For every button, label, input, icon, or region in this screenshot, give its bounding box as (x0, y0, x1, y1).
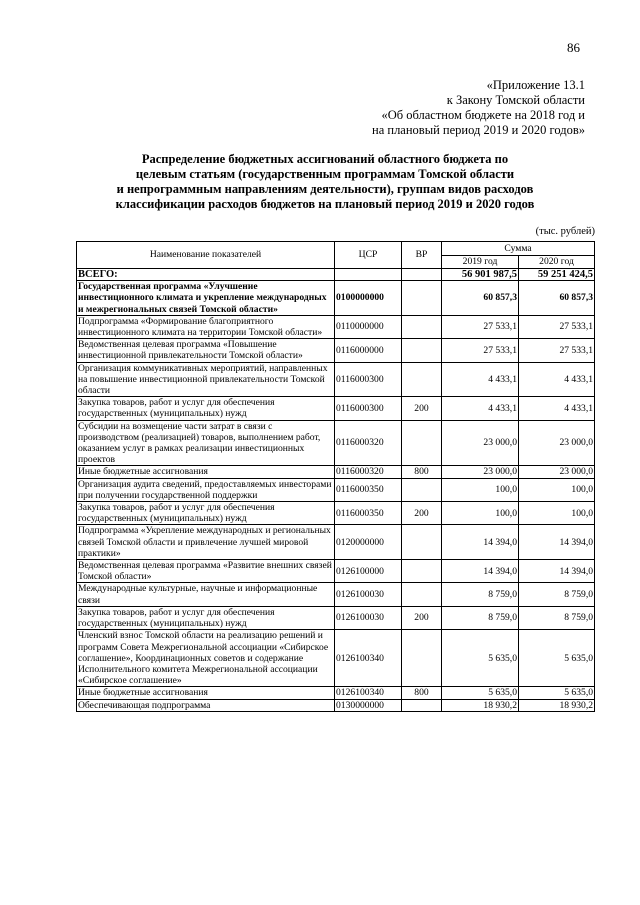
row-csr: 0116000000 (335, 339, 402, 362)
row-2019: 14 394,0 (442, 560, 519, 583)
row-csr: 0126100000 (335, 560, 402, 583)
appendix-line: на плановый период 2019 и 2020 годов» (372, 123, 585, 137)
table-row (77, 420, 595, 466)
row-vr: 200 (402, 606, 442, 629)
total-row (77, 269, 595, 281)
title-line: целевым статьям (государственным программам Томской области (135, 167, 515, 181)
table-row (77, 315, 595, 338)
row-vr (402, 281, 442, 316)
header-name: Наименование показателей (77, 242, 335, 269)
row-2020: 14 394,0 (519, 525, 595, 560)
table-row (77, 560, 595, 583)
row-csr: 0126100030 (335, 606, 402, 629)
row-2019: 23 000,0 (442, 420, 519, 466)
table-row (77, 502, 595, 525)
table-row (77, 583, 595, 606)
row-vr: 800 (402, 687, 442, 699)
title-line: Распределение бюджетных ассигнований областного бюджета по (141, 152, 509, 166)
row-2020: 5 635,0 (519, 630, 595, 687)
row-vr: 200 (402, 502, 442, 525)
row-2020: 4 433,1 (519, 397, 595, 420)
row-name: Закупка товаров, работ и услуг для обеспечения государственных (муниципальных) нужд (77, 397, 335, 420)
table-row (77, 339, 595, 362)
row-vr (402, 699, 442, 711)
row-csr: 0116000350 (335, 478, 402, 501)
row-2020: 23 000,0 (519, 466, 595, 478)
row-vr: 800 (402, 466, 442, 478)
row-name: Организация коммуникативных мероприятий, направленных на повышение инвестиционной привлекательности Томской области (77, 362, 335, 397)
table-row (77, 362, 595, 397)
total-2019: 56 901 987,5 (442, 269, 519, 281)
row-name: Закупка товаров, работ и услуг для обеспечения государственных (муниципальных) нужд (77, 502, 335, 525)
row-2019: 8 759,0 (442, 606, 519, 629)
row-2020: 23 000,0 (519, 420, 595, 466)
row-2020: 8 759,0 (519, 583, 595, 606)
appendix-header (285, 78, 585, 138)
row-csr: 0116000300 (335, 362, 402, 397)
row-name: Иные бюджетные ассигнования (77, 466, 335, 478)
appendix-line: «Приложение 13.1 (486, 78, 585, 92)
row-2019: 4 433,1 (442, 397, 519, 420)
table-row (77, 281, 595, 316)
row-vr: 200 (402, 397, 442, 420)
header-csr: ЦСР (335, 242, 402, 269)
row-2019: 60 857,3 (442, 281, 519, 316)
title-line: классификации расходов бюджетов на плановый период 2019 и 2020 годов (115, 197, 535, 211)
row-2019: 5 635,0 (442, 630, 519, 687)
row-name: Субсидии на возмещение части затрат в связи с производством (реализацией) товаров, выполнением работ, оказанием услуг в рамках реализации инвестиционных проектов (77, 420, 335, 466)
appendix-line: «Об областном бюджете на 2018 год и (381, 108, 585, 122)
page-number: 86 (567, 40, 580, 55)
row-2019: 4 433,1 (442, 362, 519, 397)
row-name: Подпрограмма «Формирование благоприятного инвестиционного климата на территории Томской области» (77, 315, 335, 338)
table-row (77, 397, 595, 420)
row-name: Международные культурные, научные и информационные связи (77, 583, 335, 606)
table-row (77, 525, 595, 560)
header-year-2020: 2020 год (519, 255, 595, 269)
row-2019: 5 635,0 (442, 687, 519, 699)
row-name: Государственная программа «Улучшение инвестиционного климата и укрепление международных и межрегиональных связей Томской области» (77, 281, 335, 316)
row-2020: 27 533,1 (519, 315, 595, 338)
table-row (77, 466, 595, 478)
row-2019: 18 930,2 (442, 699, 519, 711)
row-csr: 0116000320 (335, 466, 402, 478)
row-name: Закупка товаров, работ и услуг для обеспечения государственных (муниципальных) нужд (77, 606, 335, 629)
row-2019: 27 533,1 (442, 315, 519, 338)
appendix-line: к Закону Томской области (446, 93, 585, 107)
row-2019: 23 000,0 (442, 466, 519, 478)
row-2019: 14 394,0 (442, 525, 519, 560)
row-vr (402, 339, 442, 362)
title-line: и непрограммным направлениям деятельности), группам видов расходов (116, 182, 534, 196)
header-vr: ВР (402, 242, 442, 269)
row-csr: 0126100340 (335, 630, 402, 687)
header-year-2019: 2019 год (442, 255, 519, 269)
row-2019: 27 533,1 (442, 339, 519, 362)
header-sum: Сумма (442, 242, 595, 256)
table-row (77, 699, 595, 711)
row-2019: 8 759,0 (442, 583, 519, 606)
row-2020: 100,0 (519, 502, 595, 525)
table-row (77, 606, 595, 629)
row-vr (402, 362, 442, 397)
row-2020: 4 433,1 (519, 362, 595, 397)
row-csr: 0126100030 (335, 583, 402, 606)
row-csr: 0130000000 (335, 699, 402, 711)
row-csr: 0116000300 (335, 397, 402, 420)
row-vr (402, 525, 442, 560)
row-2020: 18 930,2 (519, 699, 595, 711)
row-name: Ведомственная целевая программа «Развитие внешних связей Томской области» (77, 560, 335, 583)
units-label: (тыс. рублей) (535, 226, 595, 237)
row-vr (402, 315, 442, 338)
row-vr (402, 560, 442, 583)
row-name: Ведомственная целевая программа «Повышение инвестиционной привлекательности Томской области» (77, 339, 335, 362)
row-vr (402, 478, 442, 501)
row-name: Членский взнос Томской области на реализацию решений и программ Совета Межрегиональной ассоциации «Сибирское соглашение», Координационных советов и содержание Исполнительного комитета Межрегиональной ассоциации «Сибирское соглашение» (77, 630, 335, 687)
row-name: Организация аудита сведений, предоставляемых инвесторами при получении государственной поддержки (77, 478, 335, 501)
row-2020: 27 533,1 (519, 339, 595, 362)
row-vr (402, 420, 442, 466)
row-csr: 0116000350 (335, 502, 402, 525)
budget-table (76, 241, 595, 712)
row-csr: 0126100340 (335, 687, 402, 699)
table-row (77, 478, 595, 501)
row-csr: 0110000000 (335, 315, 402, 338)
row-name: Иные бюджетные ассигнования (77, 687, 335, 699)
table-row (77, 630, 595, 687)
row-2020: 100,0 (519, 478, 595, 501)
table-row (77, 687, 595, 699)
row-csr: 0116000320 (335, 420, 402, 466)
row-2020: 5 635,0 (519, 687, 595, 699)
total-label: ВСЕГО: (77, 269, 335, 281)
row-csr: 0100000000 (335, 281, 402, 316)
row-2020: 8 759,0 (519, 606, 595, 629)
row-2019: 100,0 (442, 478, 519, 501)
row-name: Подпрограмма «Укрепление международных и региональных связей Томской области и привлечение лучшей мировой практики» (77, 525, 335, 560)
row-2019: 100,0 (442, 502, 519, 525)
row-name: Обеспечивающая подпрограмма (77, 699, 335, 711)
row-vr (402, 630, 442, 687)
row-vr (402, 583, 442, 606)
row-2020: 14 394,0 (519, 560, 595, 583)
total-2020: 59 251 424,5 (519, 269, 595, 281)
document-title (60, 152, 590, 212)
row-csr: 0120000000 (335, 525, 402, 560)
row-2020: 60 857,3 (519, 281, 595, 316)
